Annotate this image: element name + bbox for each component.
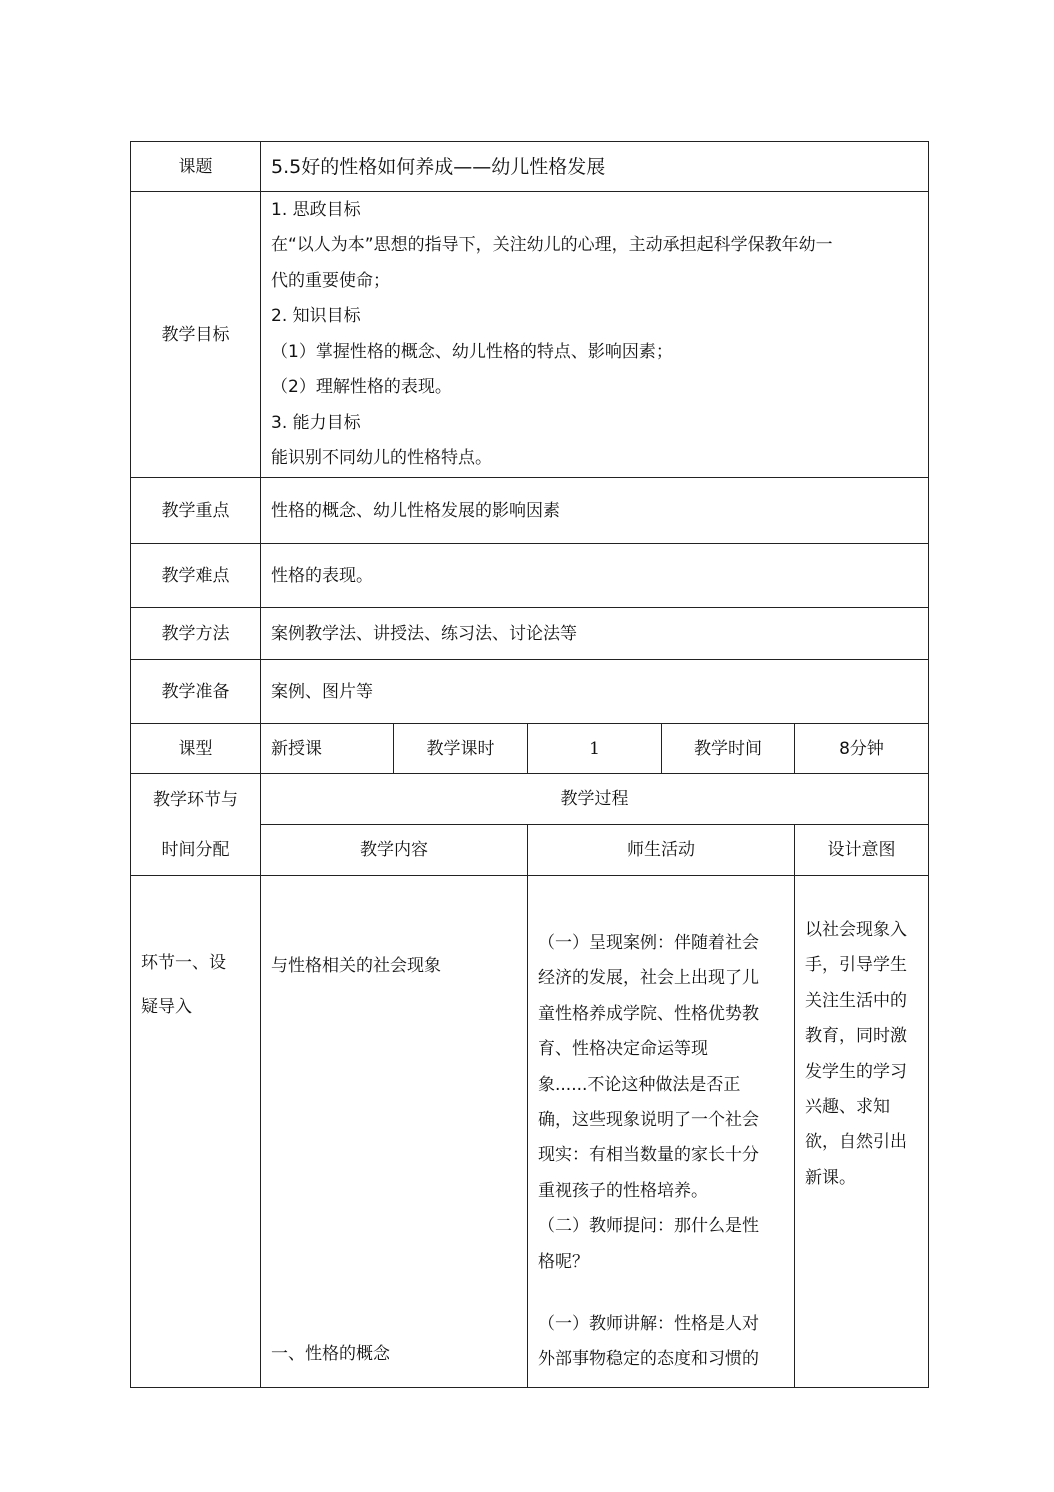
activity-line: 经济的发展，社会上出现了儿 (538, 968, 759, 989)
activity-line: 格呢？ (538, 1251, 589, 1272)
objective-line: 在“以人为本”思想的指导下，关注幼儿的心理，主动承担起科学保教年幼一 (271, 235, 833, 255)
label-stage-line: 教学环节与 (153, 789, 238, 810)
objective-line: 代的重要使命； (271, 270, 390, 291)
label-process: 教学过程 (261, 774, 929, 825)
activity-line: 重视孩子的性格培养。 (538, 1180, 708, 1201)
row-preparation (131, 660, 929, 724)
objective-line: 2. 知识目标 (271, 306, 361, 326)
value-methods: 案例教学法、讲授法、练习法、讨论法等 (261, 608, 929, 660)
label-objectives: 教学目标 (131, 192, 261, 478)
label-time: 教学时间 (662, 724, 795, 774)
objective-line: （1）掌握性格的概念、幼儿性格的特点、影响因素； (271, 341, 673, 362)
value-lesson-type: 新授课 (261, 724, 394, 774)
objective-line: 能识别不同幼儿的性格特点。 (271, 448, 492, 468)
label-design: 设计意图 (795, 825, 929, 876)
design-line: 欲，自然引出 (805, 1132, 907, 1153)
design-line: 以社会现象入 (805, 920, 907, 940)
design-line: 教育，同时激 (805, 1026, 907, 1047)
activity-line: 育、性格决定命运等现 (538, 1039, 708, 1060)
value-key-points: 性格的概念、幼儿性格发展的影响因素 (261, 478, 929, 544)
activity-line: （一）教师讲解：性格是人对 (538, 1314, 759, 1335)
label-activity: 师生活动 (528, 825, 795, 876)
activity-line: 确，这些现象说明了一个社会 (538, 1110, 759, 1131)
label-difficulties: 教学难点 (131, 544, 261, 608)
label-methods: 教学方法 (131, 608, 261, 660)
stage-line: 环节一、设 (141, 953, 226, 973)
activity-spacer (538, 1280, 784, 1307)
value-objectives (261, 192, 929, 478)
design-line: 新课。 (805, 1167, 856, 1188)
content-cell (261, 876, 528, 1388)
stage-cell (131, 876, 261, 1388)
design-line: 手，引导学生 (805, 955, 907, 976)
value-preparation: 案例、图片等 (261, 660, 929, 724)
value-periods: 1 (528, 724, 662, 774)
label-topic: 课题 (131, 142, 261, 192)
design-line: 关注生活中的 (805, 990, 907, 1011)
value-time: 8分钟 (795, 724, 929, 774)
design-line: 兴趣、求知 (805, 1097, 890, 1118)
label-lesson-type: 课型 (131, 724, 261, 774)
row-difficulties (131, 544, 929, 608)
row-process-header (131, 774, 929, 825)
activity-cell (528, 876, 795, 1388)
activity-line: （二）教师提问：那什么是性 (538, 1216, 759, 1237)
objective-line: 3. 能力目标 (271, 412, 361, 433)
label-periods: 教学课时 (394, 724, 528, 774)
value-topic: 5.5好的性格如何养成——幼儿性格发展 (261, 142, 929, 192)
activity-line: 童性格养成学院、性格优势教 (538, 1003, 759, 1024)
activity-line: 外部事物稳定的态度和习惯的 (538, 1349, 759, 1370)
objective-line: 1. 思政目标 (271, 199, 361, 220)
label-key-points: 教学重点 (131, 478, 261, 544)
design-cell (795, 876, 929, 1388)
label-content: 教学内容 (261, 825, 528, 876)
row-key-points (131, 478, 929, 544)
content-item: 与性格相关的社会现象 (271, 956, 441, 976)
row-lesson-info (131, 724, 929, 774)
label-stage-time (131, 774, 261, 876)
objective-line: （2）理解性格的表现。 (271, 377, 452, 397)
row-objectives (131, 192, 929, 478)
value-difficulties: 性格的表现。 (261, 544, 929, 608)
stage-line: 疑导入 (141, 997, 192, 1017)
label-stage-line: 时间分配 (161, 839, 230, 860)
row-stage-one (131, 876, 929, 1388)
row-topic (131, 142, 929, 192)
design-line: 发学生的学习 (805, 1061, 907, 1082)
content-item: 一、性格的概念 (271, 1344, 390, 1364)
label-preparation: 教学准备 (131, 660, 261, 724)
lesson-plan-table (130, 141, 929, 1388)
activity-line: 象......不论这种做法是否正 (538, 1074, 741, 1095)
activity-line: 现实：有相当数量的家长十分 (538, 1145, 759, 1166)
row-methods (131, 608, 929, 660)
activity-line: （一）呈现案例：伴随着社会 (538, 933, 759, 953)
